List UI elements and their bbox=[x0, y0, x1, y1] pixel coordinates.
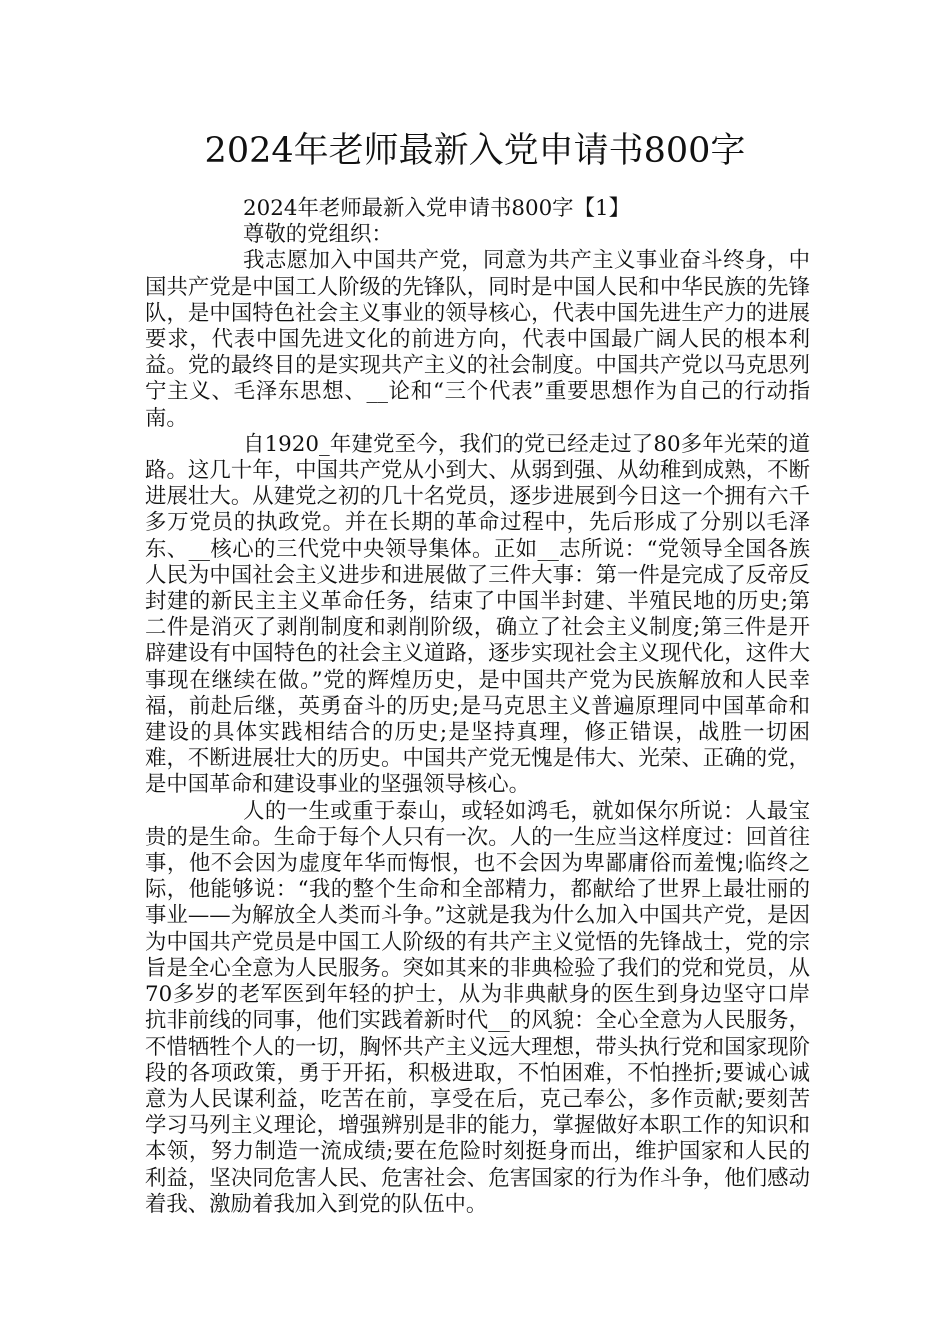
salutation: 尊敬的党组织： bbox=[243, 222, 393, 248]
paragraph-3: 人的一生或重于泰山，或轻如鸿毛，就如保尔所说：人最宝贵的是生命。生命于每个人只有一次。人的一生应当这样度过：回首往事，他不会因为虚度年华而悔恨，也不会因为卑鄙庸俗而羞愧;临终之际，他能够说：“我的整个生命和全部精力，都献给了世界上最壮丽的事业——为解放全人类而斗争。”这就是我为什么加入中国共产党，是因为中国共产党员是中国工人阶级的有共产主义觉悟的先锋战士，党的宗旨是全心全意为人民服务。突如其来的非典检验了我们的党和党员，从70多岁的老军医到年轻的护士，从为非典献身的医生到身边坚守口岸抗非前线的同事，他们实践着新时代__的风貌：全心全意为人民服务，不惜牺牲个人的一切，胸怀共产主义远大理想，带头执行党和国家现阶段的各项政策，勇于开拓，积极进取，不怕困难，不怕挫折;要诚心诚意为人民谋利益，吃苦在前，享受在后，克己奉公，多作贡献;要刻苦学习马列主义理论，增强辨别是非的能力，掌握做好本职工作的知识和本领，努力制造一流成绩;要在危险时刻挺身而出，维护国家和人民的利益，坚决同危害人民、危害社会、危害国家的行为作斗争，他们感动着我、激励着我加入到党的队伍中。 bbox=[145, 798, 810, 1217]
document-body bbox=[145, 196, 810, 1218]
paragraph-1: 我志愿加入中国共产党，同意为共产主义事业奋斗终身，中国共产党是中国工人阶级的先锋队，同时是中国人民和中华民族的先锋队，是中国特色社会主义事业的领导核心，代表中国先进生产力的进展要求，代表中国先进文化的前进方向，代表中国最广阔人民的根本利益。党的最终目的是实现共产主义的社会制度。中国共产党以马克思列宁主义、毛泽东思想、__论和“三个代表”重要思想作为自己的行动指南。 bbox=[145, 248, 810, 431]
document-subtitle: 2024年老师最新入党申请书800字【1】 bbox=[243, 196, 630, 221]
document-title: 2024年老师最新入党申请书800字 bbox=[204, 131, 746, 171]
paragraph-2: 自1920_年建党至今，我们的党已经走过了80多年光荣的道路。这几十年，中国共产党从小到大、从弱到强、从幼稚到成熟，不断进展壮大。从建党之初的几十名党员，逐步进展到今日这一个拥有六千多万党员的执政党。并在长期的革命过程中，先后形成了分别以毛泽东、__核心的三代党中央领导集体。正如__志所说：“党领导全国各族人民为中国社会主义进步和进展做了三件大事：第一件是完成了反帝反封建的新民主主义革命任务，结束了中国半封建、半殖民地的历史;第二件是消灭了剥削制度和剥削阶级，确立了社会主义制度;第三件是开辟建设有中国特色的社会主义道路，逐步实现社会主义现代化，这件大事现在继续在做。”党的辉煌历史，是中国共产党为民族解放和人民幸福，前赴后继，英勇奋斗的历史;是马克思主义普遍原理同中国革命和建设的具体实践相结合的历史;是坚持真理，修正错误，战胜一切困难，不断进展壮大的历史。中国共产党无愧是伟大、光荣、正确的党，是中国革命和建设事业的坚强领导核心。 bbox=[145, 431, 810, 798]
